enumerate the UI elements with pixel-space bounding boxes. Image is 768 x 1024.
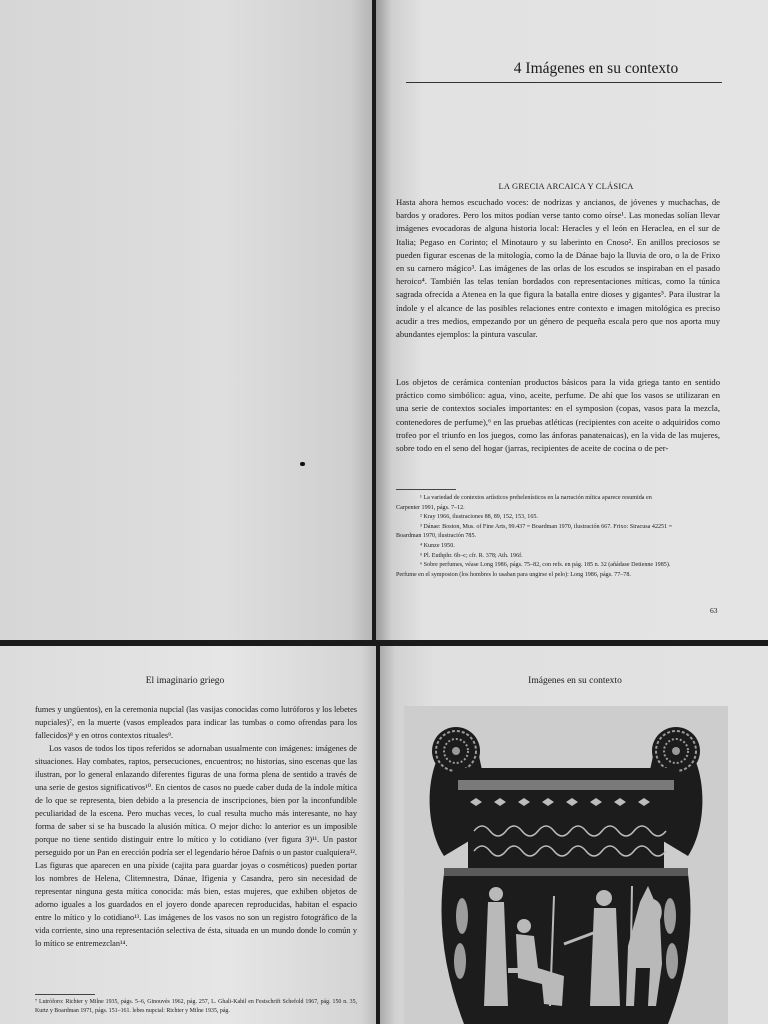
footnotes: [396, 494, 722, 580]
footnote-7: ⁷ Lutróforo: Richter y Milne 1935, págs. 5–6, Ginouvès 1962, pág. 257, L. Ghali-Kahil en Festschrift Schefold 1967, pág. 150 n. 35, Kurtz y Boardman 1971, págs. 151–161. lebes nupcial: Richter y Milne 1935, pág.: [35, 999, 357, 1015]
page-imagenes-en-su-contexto: [380, 646, 768, 1024]
body-paragraph-2: Los objetos de cerámica contenían productos básicos para la vida griega tanto en sentido práctico como simbólico: agua, vino, aceite, perfume. De ahí que los vasos se utilizaran en una serie de contextos sociales importantes: en el symposion (copas, vasos para la mezcla, contenedores de perfume),⁶ en las pruebas atléticas (recipientes con aceite o adquiridos como trofeo por el triunfo en los juegos, como las ánforas panatenaicas), en la vida de las mujeres, sobre todo en el seno del hogar (jarras, recipientes de aceite de cocina o de per-: [396, 377, 720, 454]
page-number: 63: [710, 606, 718, 615]
chapter-title: 4 Imágenes en su contexto: [513, 60, 679, 77]
footnote-line: ⁵ Pl. Euthphr. 6b–c; cfr. R. 378; Ath. 196f.: [420, 552, 523, 559]
page-63: [376, 0, 768, 640]
running-head: El imaginario griego: [145, 676, 225, 686]
footnote-line: Perfume en el symposion (los hombres lo usaban para ungirse el pelo): Long 1986, págs. 77–78.: [396, 571, 631, 578]
body-paragraph-1: fumes y ungüentos), en la ceremonia nupcial (las vasijas conocidas como lutróforos y los lebetes nupciales)⁷, en la muerte (vasos empleados para indicar las tumbas o como ofrendas para los fallecidos)⁸ y en otros contextos rituales⁹.: [35, 705, 357, 740]
footnote-line: ³ Dánae: Boston, Mus. of Fine Arts, 99.437 = Boardman 1970, ilustración 667. Frixo: Siracusa 42251 =: [420, 523, 673, 530]
body-text-column: [35, 703, 357, 971]
footnote-line: ⁴ Kunze 1950.: [420, 542, 455, 549]
footnote-line: ⁶ Sobre perfumes, véase Long 1986, págs. 75–82, con refs. en pág. 185 n. 32 (añádase Detienne 1985).: [420, 562, 671, 569]
footnote-line: Carpenter 1991, págs. 7–12.: [396, 504, 465, 511]
running-head: Imágenes en su contexto: [528, 676, 622, 686]
body-paragraph-1: Hasta ahora hemos escuchado voces: de nodrizas y ancianos, de jóvenes y muchachas, de bardos y oradores. Pero los mitos podían verse tanto como oírse¹. Las monedas solían llevar imágenes evocadoras de alguna historia local: Heracles y el león en Heraclea, en el sur de Italia; Pegaso en Corinto; el Minotauro y su laberinto en Cnoso². En anillos preciosos se pueden figurar escenas de la mitología, como la de Dánae bajo la lluvia de oro, o la de Frixo en su carnero mágico³. Las imágenes de las orlas de los escudos se inspiraban en el pasado heroico⁴. También las telas tenían bordados con representaciones míticas, como la túnica sagrada ofrecida a Atenea en la que figura la batalla entre dioses y gigantes⁵. Para ilustrar la índole y el alcance de las posibles relaciones entre contexto e imagen mitológica es preciso acudir a tres medios, empezando por un género de pequeña escala pero que nos aporta muy abundantes ejemplos: la pintura vascular.: [396, 197, 720, 340]
ink-speck: [300, 462, 305, 466]
vase-rim-and-neck: [454, 768, 678, 868]
blank-left-page: [0, 0, 372, 640]
body-paragraph-2: Los vasos de todos los tipos referidos se adornaban usualmente con imágenes: imágenes de situaciones. Hay combates, raptos, persecuciones, encuentros; no historias, sino escenas que las ilustran, por lo general enlazando diferentes figuras de una forma plena de sentido a través de una serie de gestos significativos¹⁰. En cientos de casos no puede caber duda de la índole mítica de lo que se representa, bien debido a la presencia de inscripciones, bien por la inconfundible peculiaridad de la escena. Pero muchas veces, lo cual resulta mucho más interesante, no hay forma de saber si se ha buscado la alusión mítica. O mejor dicho: lo anterior es un imposible porque no tiene sentido distinguir entre lo mítico y lo cotidiano (ver figura 3)¹¹. Un pastor perseguido por un Pan en erección podría ser el legendario héroe Dafnis o un pastor cualquiera¹². Las figuras que aparecen en una píxide (cajita para guardar joyas o cosméticos) pueden portar los nombres de Helena, Clitemnestra, Dánae, Ifigenia y Casandra, pero sin necesidad de representar ninguna gesta mítica conocida: más bien, estas mujeres, que exhiben objetos de adorno iguales a los guardados en el joyero donde aparecen reproducidas, habitan el espacio entre lo mítico y lo cotidiano¹³. Las imágenes de los vasos no son un registro fotográfico de la vida corriente, sino una representación selectiva de ésta, situada en un mundo donde lo común y lo mítico se entremezclan¹⁴.: [35, 744, 357, 948]
footnote-line: ² Kray 1966, ilustraciones 88, 89, 152, 153, 165.: [420, 514, 538, 521]
chapter-title-rule: [406, 82, 722, 83]
footnote-line: ¹ La variedad de contextos artísticos prehelenísticos en la narración mítica aparece resumida en: [420, 495, 652, 501]
page-el-imaginario-griego: [0, 646, 376, 1024]
volute-krater-image: [404, 706, 728, 1024]
section-heading: LA GRECIA ARCAICA Y CLÁSICA: [498, 181, 634, 191]
vase-photograph: [404, 706, 728, 1024]
footnote-rule: [396, 489, 456, 490]
footnote-line: Boardman 1970, ilustración 785.: [396, 533, 477, 540]
footnote-rule: [35, 994, 95, 995]
